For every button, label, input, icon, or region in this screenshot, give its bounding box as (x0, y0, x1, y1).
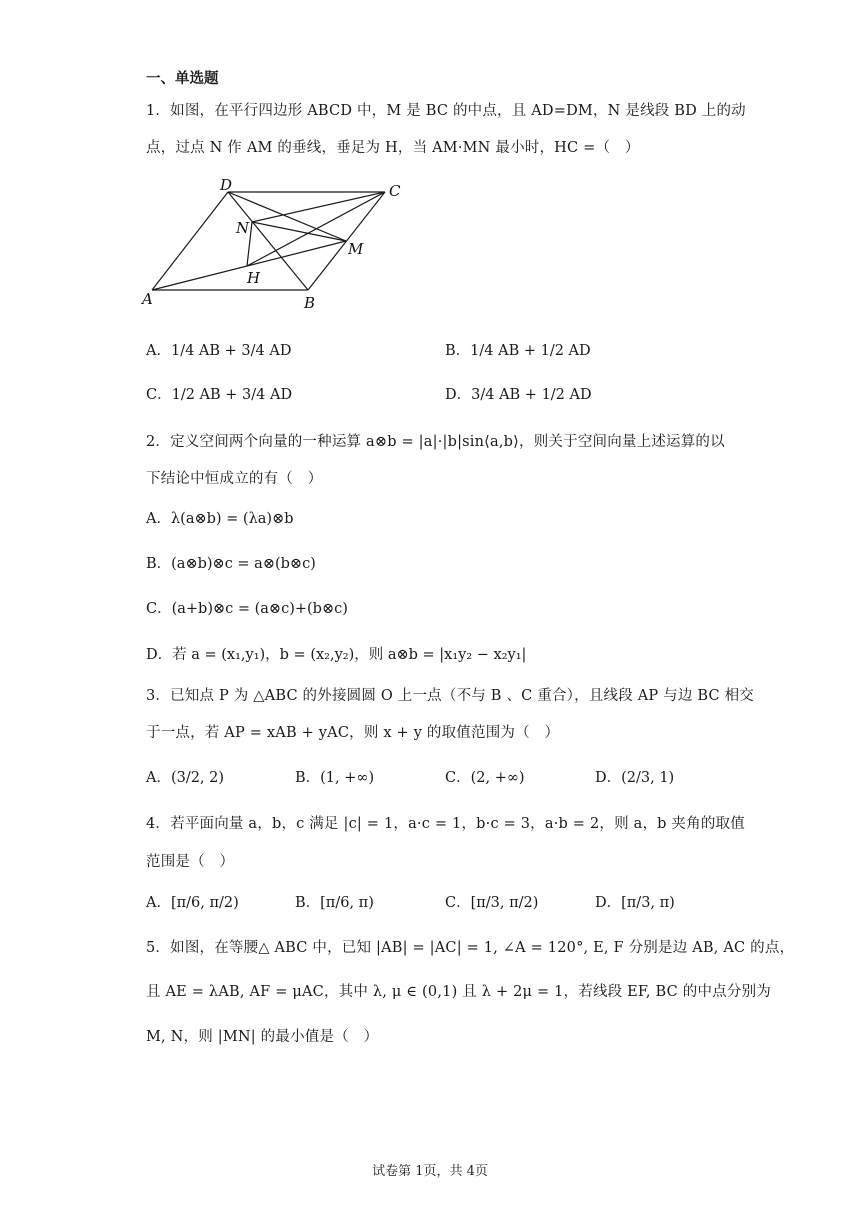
q3-line1: 3．已知点 P 为 △ABC 的外接圆圆 O 上一点（不与 B 、C 重合），且线段 AP 与边 BC 相交 (146, 688, 754, 704)
q2-line1: 2．定义空间两个向量的一种运算 a⊗b = |a|·|b|sin⟨a,b⟩，则关于空间向量上述运算的以 (146, 434, 725, 450)
segment-hc (247, 192, 385, 266)
q1-option-c[interactable]: C．1/2 AB + 3/4 AD (146, 387, 293, 403)
q2-line2: 下结论中恒成立的有（ ） (146, 471, 323, 487)
q1-line2: 点，过点 N 作 AM 的垂线，垂足为 H，当 AM·MN 最小时，HC =（ ） (146, 140, 640, 156)
q2-option-a[interactable]: A．λ(a⊗b) = (λa)⊗b (146, 511, 294, 527)
q4-line1: 4．若平面向量 a，b，c 满足 |c| = 1，a·c = 1，b·c = 3，a·b = 2，则 a，b 夹角的取值 (146, 816, 745, 832)
section-title: 一、单选题 (146, 70, 219, 87)
edge-da (152, 192, 228, 290)
q3-line2: 于一点，若 AP = xAB + yAC，则 x + y 的取值范围为（ ） (146, 725, 560, 741)
diagonal-bd (228, 192, 308, 290)
q5-line2: 且 AE = λAB, AF = μAC，其中 λ, μ ∈ (0,1) 且 λ + 2μ = 1，若线段 EF, BC 的中点分别为 (146, 984, 771, 1000)
label-n: N (236, 219, 250, 237)
label-m: M (348, 240, 364, 258)
q3-option-b[interactable]: B．(1, +∞) (295, 770, 375, 786)
q4-line2: 范围是（ ） (146, 854, 235, 870)
q4-option-b[interactable]: B．[π/6, π) (295, 895, 374, 911)
q4-option-d[interactable]: D．[π/3, π) (595, 895, 675, 911)
page-footer: 试卷第 1页，共 4页 (372, 1164, 488, 1179)
q1-option-d[interactable]: D．3/4 AB + 1/2 AD (445, 387, 592, 403)
label-b: B (304, 294, 316, 312)
q3-option-d[interactable]: D．(2/3, 1) (595, 770, 675, 786)
parallelogram-figure (140, 172, 420, 317)
label-c: C (389, 182, 401, 200)
q3-option-c[interactable]: C．(2, +∞) (445, 770, 525, 786)
q3-option-a[interactable]: A．(3/2, 2) (146, 770, 225, 786)
label-a: A (142, 290, 153, 308)
q4-option-c[interactable]: C．[π/3, π/2) (445, 895, 539, 911)
q1-option-a[interactable]: A．1/4 AB + 3/4 AD (146, 343, 292, 359)
q2-option-d[interactable]: D．若 a = (x₁,y₁)，b = (x₂,y₂)，则 a⊗b = |x₁y₂ − x₂y₁| (146, 647, 527, 663)
q4-option-a[interactable]: A．[π/6, π/2) (146, 895, 239, 911)
q5-line3: M, N，则 |MN| 的最小值是（ ） (146, 1029, 379, 1045)
q1-line1: 1．如图，在平行四边形 ABCD 中，M 是 BC 的中点，且 AD=DM，N 是线段 BD 上的动 (146, 103, 746, 119)
q5-line1: 5．如图，在等腰△ ABC 中，已知 |AB| = |AC| = 1, ∠A = 120°, E, F 分别是边 AB, AC 的点， (146, 940, 795, 956)
label-h: H (247, 269, 261, 287)
q2-option-b[interactable]: B．(a⊗b)⊗c = a⊗(b⊗c) (146, 556, 316, 572)
q1-option-b[interactable]: B．1/4 AB + 1/2 AD (445, 343, 591, 359)
q2-option-c[interactable]: C．(a+b)⊗c = (a⊗c)+(b⊗c) (146, 601, 348, 617)
label-d: D (220, 176, 233, 194)
